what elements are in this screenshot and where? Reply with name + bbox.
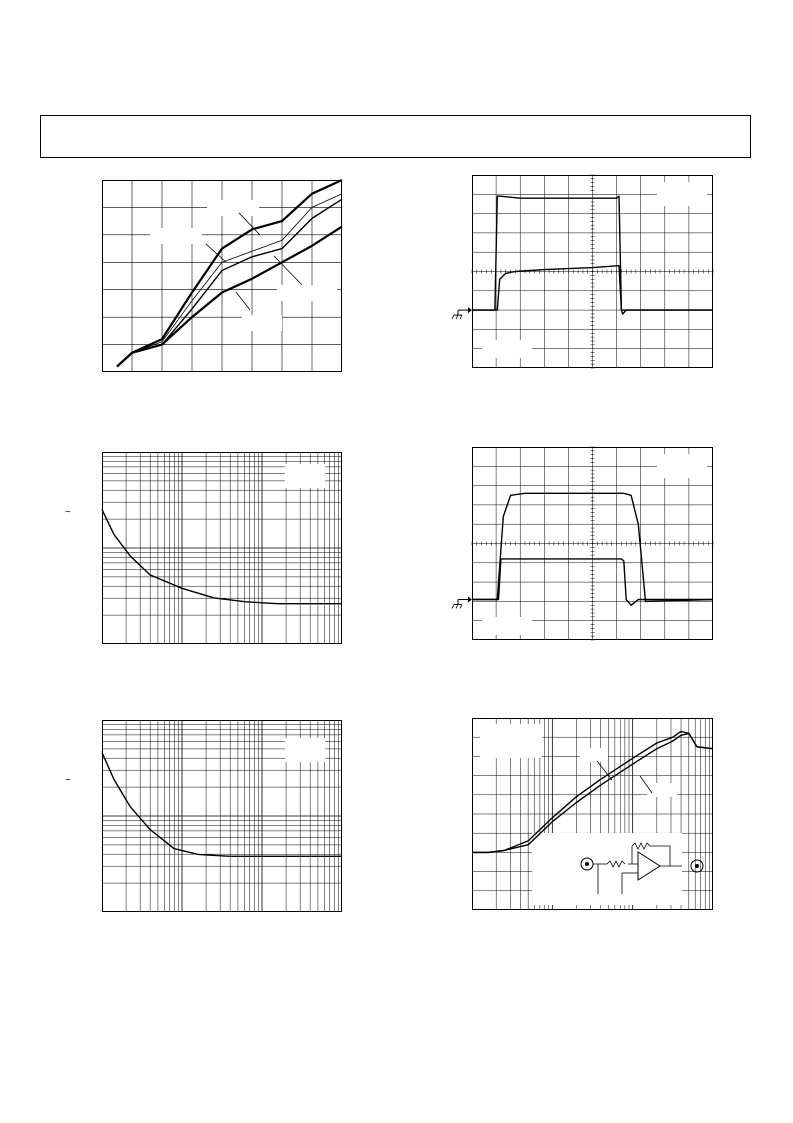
label-box bbox=[277, 285, 337, 301]
plot-svg bbox=[472, 718, 713, 910]
label-box bbox=[150, 228, 202, 244]
label-box bbox=[480, 724, 542, 758]
label-box bbox=[657, 454, 707, 478]
label-box bbox=[482, 617, 532, 635]
series-line bbox=[102, 510, 342, 604]
ground-marker bbox=[452, 307, 472, 319]
chart-log-decay-upper bbox=[102, 452, 342, 644]
page-header-box bbox=[40, 115, 751, 158]
label-box bbox=[580, 748, 608, 762]
series-line bbox=[102, 753, 342, 857]
label-box bbox=[285, 464, 325, 488]
annotation-arrow bbox=[274, 256, 302, 285]
label-box bbox=[207, 200, 259, 216]
plot-svg bbox=[472, 447, 713, 640]
chart-scope-pulse-response bbox=[472, 447, 713, 640]
label-box bbox=[647, 783, 677, 797]
annotation-arrow bbox=[236, 292, 250, 310]
axis-mark-lower: ~ bbox=[65, 775, 71, 786]
chart-log-decay-lower bbox=[102, 720, 342, 912]
label-box bbox=[482, 340, 532, 358]
axis-mark-upper: ~ bbox=[65, 507, 71, 518]
chart-gain-vs-frequency bbox=[102, 180, 342, 372]
label-box bbox=[532, 833, 682, 905]
plot-svg bbox=[102, 180, 342, 372]
label-box bbox=[657, 182, 707, 206]
plot-svg bbox=[102, 720, 342, 912]
chart-scope-large-signal bbox=[472, 175, 713, 368]
label-box bbox=[242, 315, 282, 331]
ground-marker bbox=[452, 596, 472, 608]
label-box bbox=[285, 738, 325, 762]
chart-log-response-with-circuit bbox=[472, 718, 713, 910]
series-line bbox=[117, 194, 342, 367]
plot-svg bbox=[472, 175, 713, 368]
series-line bbox=[117, 199, 342, 366]
plot-svg bbox=[102, 452, 342, 644]
